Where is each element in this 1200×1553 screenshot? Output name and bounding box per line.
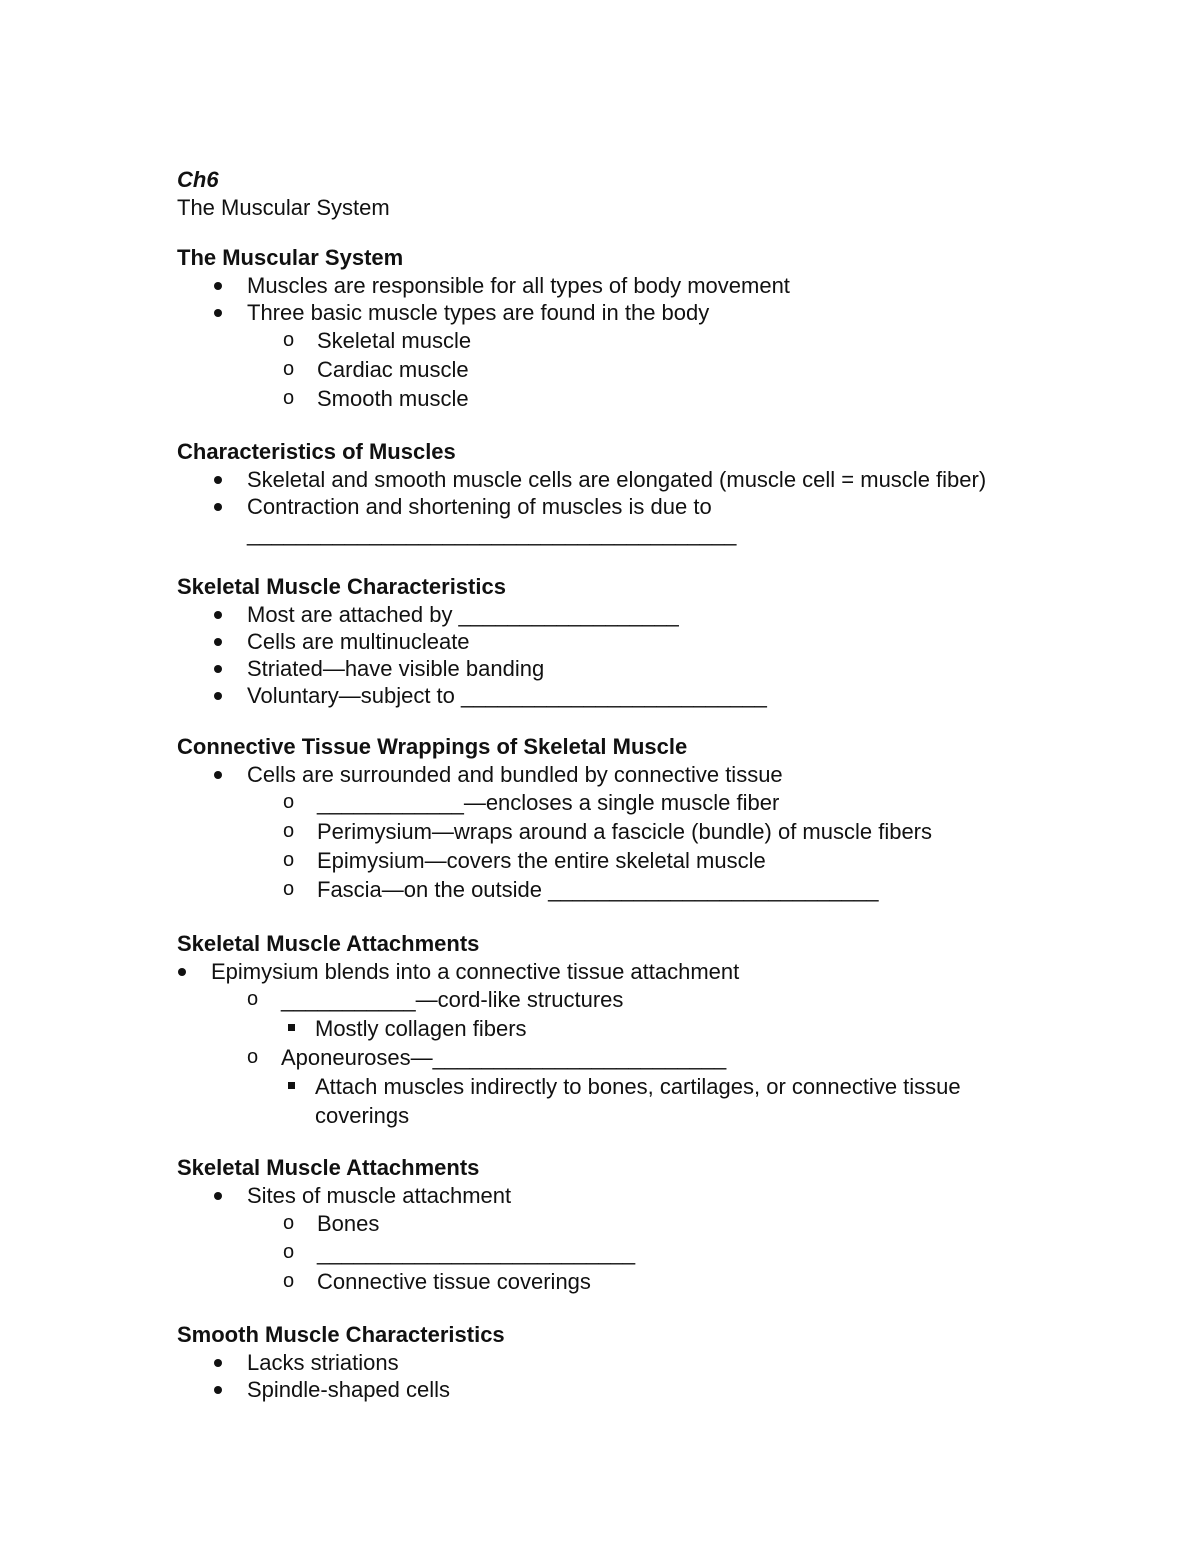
sub-list-item [247,355,997,384]
sub-sub-list [281,1072,997,1130]
bullet-icon [214,503,222,511]
sub-list-item [247,817,997,846]
section-muscular-system [177,244,997,413]
sub-sub-list-item [281,1014,997,1043]
list-item-text: Attach muscles indirectly to bones, cartilages, or connective tissue coverings [315,1074,961,1128]
hollow-bullet-icon: o [283,1270,295,1292]
section-connective-tissue-wrappings [177,733,997,904]
square-bullet-icon [288,1082,295,1089]
list-item-text: Perimysium—wraps around a fascicle (bundle) of muscle fibers [317,819,933,844]
hollow-bullet-icon: o [283,849,295,871]
list-item-text: Contraction and shortening of muscles is due to ________________________________________ [247,494,737,546]
sub-sub-list [281,1014,997,1043]
list-item-text: Three basic muscle types are found in the body [247,300,710,325]
hollow-bullet-icon: o [283,878,295,900]
bullet-icon [214,309,222,317]
bullet-list [177,1182,997,1296]
list-item-text: Sites of muscle attachment [247,1183,512,1208]
hollow-bullet-icon: o [283,1212,295,1234]
hollow-bullet-icon: o [283,329,295,351]
list-item-text: Mostly collagen fibers [315,1016,527,1041]
section-heading: Skeletal Muscle Characteristics [177,574,506,599]
hollow-bullet-icon: o [283,387,295,409]
list-item-text: Connective tissue coverings [317,1269,591,1294]
hollow-bullet-icon: o [283,791,295,813]
sub-list-item [247,846,997,875]
section-heading: The Muscular System [177,245,404,270]
section-heading: Skeletal Muscle Attachments [177,1155,480,1180]
list-item-text: Lacks striations [247,1350,399,1375]
sub-list-item [211,985,997,1043]
sub-list-item [247,875,997,904]
section-heading: Connective Tissue Wrappings of Skeletal Muscle [177,734,688,759]
sub-list [247,788,997,904]
list-item-text: Aponeuroses—________________________ [281,1045,727,1070]
bullet-icon [214,771,222,779]
bullet-icon [214,1359,222,1367]
sub-list-item [247,326,997,355]
list-item [177,761,997,904]
sub-list-item [211,1043,997,1130]
bullet-icon [214,611,222,619]
hollow-bullet-icon: o [283,358,295,380]
section-heading: Skeletal Muscle Attachments [177,931,480,956]
section-skeletal-muscle-characteristics [177,573,997,709]
bullet-icon [214,665,222,673]
list-item [177,682,997,709]
sub-list [211,985,997,1130]
hollow-bullet-icon: o [247,1046,259,1068]
bullet-list [177,272,997,413]
list-item-text: Skeletal and smooth muscle cells are elongated (muscle cell = muscle fiber) [247,467,987,492]
list-item [177,1349,997,1376]
list-item-text: Voluntary—subject to _________________________ [247,683,767,708]
bullet-icon [178,968,186,976]
section-heading: Smooth Muscle Characteristics [177,1322,505,1347]
list-item-text: Cardiac muscle [317,357,469,382]
sub-sub-list-item [281,1072,997,1130]
list-item-text: Fascia—on the outside ___________________________ [317,877,879,902]
sub-list-item [247,1209,997,1238]
list-item [177,1376,997,1403]
list-item [177,1182,997,1296]
section-skeletal-muscle-attachments-sites [177,1154,997,1296]
list-item-text: Cells are surrounded and bundled by connective tissue [247,762,783,787]
list-item [177,628,997,655]
sub-list-item [247,1267,997,1296]
list-item [177,601,997,628]
sub-list [247,326,997,413]
list-item [177,655,997,682]
list-item [177,493,997,547]
list-item-text: Smooth muscle [317,386,469,411]
chapter-subtitle: The Muscular System [177,195,390,220]
bullet-icon [214,1192,222,1200]
sub-list-item [247,788,997,817]
list-item-text: Most are attached by __________________ [247,602,679,627]
hollow-bullet-icon: o [247,988,259,1010]
section-skeletal-muscle-attachments [177,930,997,1130]
bullet-list [177,466,997,547]
section-heading: Characteristics of Muscles [177,439,456,464]
list-item [177,272,997,299]
bullet-list [177,761,997,904]
bullet-icon [214,282,222,290]
document-content [177,166,997,1403]
list-item-text: __________________________ [317,1240,636,1265]
sub-list-item [247,384,997,413]
list-item [177,299,997,413]
list-item-text: Cells are multinucleate [247,629,470,654]
list-item-text: Epimysium—covers the entire skeletal muscle [317,848,766,873]
section-characteristics-of-muscles [177,438,997,547]
bullet-icon [214,638,222,646]
bullet-icon [214,476,222,484]
bullet-list [177,958,997,1130]
hollow-bullet-icon: o [283,820,295,842]
section-smooth-muscle-characteristics [177,1321,997,1403]
list-item-text: ____________—encloses a single muscle fiber [317,790,780,815]
square-bullet-icon [288,1024,295,1031]
bullet-list [177,601,997,709]
hollow-bullet-icon: o [283,1241,295,1263]
bullet-icon [214,692,222,700]
list-item-text: Muscles are responsible for all types of body movement [247,273,790,298]
list-item-text: Spindle-shaped cells [247,1377,451,1402]
sub-list [247,1209,997,1296]
bullet-icon [214,1386,222,1394]
list-item-text: Striated—have visible banding [247,656,545,681]
sub-list-item [247,1238,997,1267]
chapter-label: Ch6 [177,167,219,192]
list-item-text: Bones [317,1211,380,1236]
list-item-text: Epimysium blends into a connective tissue attachment [211,959,740,984]
list-item [177,466,997,493]
list-item-text: Skeletal muscle [317,328,472,353]
list-item-text: ___________—cord-like structures [281,987,624,1012]
bullet-list [177,1349,997,1403]
list-item [177,958,997,1130]
